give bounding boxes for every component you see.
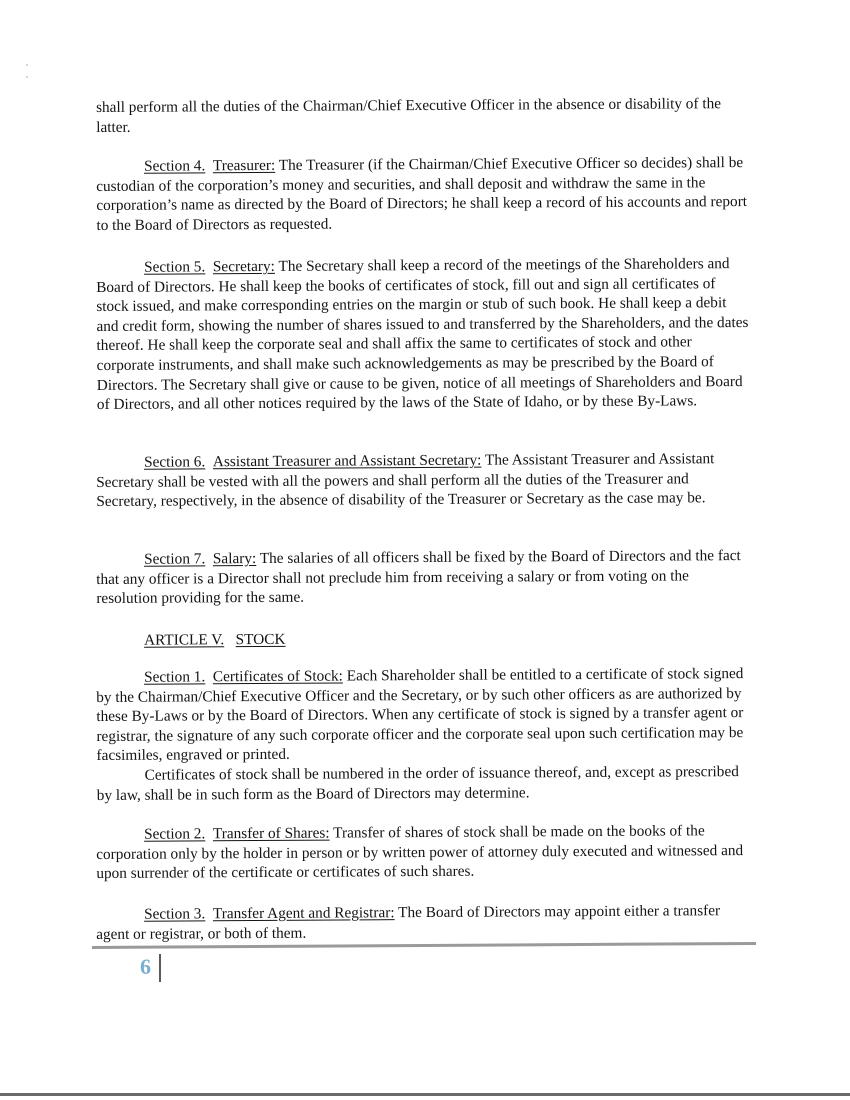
section-text: The Treasurer (if the Chairman/Chief Executive Officer so decides) shall be custodian of the corporation’s money and securities, and shall deposit and withdraw the same in the corporation’s name as directed by the Board of Directors; he shall keep a record of his accounts and report to the Board of Directors as requested. (96, 154, 748, 234)
scan-edge-line (0, 1093, 850, 1096)
article-5-section-1 (96, 664, 752, 805)
section-text: The Board of Directors may appoint either a transfer agent or registrar, or both of them. (96, 902, 721, 943)
article-5-section-3 (96, 901, 751, 944)
article-title: STOCK (235, 630, 286, 649)
section-text: The Assistant Treasurer and Assistant Secretary shall be vested with all the powers and shall perform all the duties of the Treasurer and Secretary, respectively, in the absence of disability of the Treasurer or Secretary as the case may be. (96, 450, 715, 511)
section-title: Certificates of Stock: (212, 667, 343, 686)
article-5-section-2 (96, 821, 751, 884)
article-number: ARTICLE V. (144, 631, 225, 649)
section-5-secretary (96, 254, 752, 415)
page-number-divider (159, 954, 161, 982)
page-number: 6 (140, 954, 151, 979)
section-text: Each Shareholder shall be entitled to a certificate of stock signed by the Chairman/Chief Executive Officer and the Secretary, or by such other officers as are authorized by these By-Laws or by the Board of Directors. When any certificate of stock is signed by a transfer agent or registrar, the signature of any such corporate officer and the corporate seal upon such certification may be facsimiles, engraved or printed. (96, 665, 744, 765)
section-title: Transfer Agent and Registrar: (212, 904, 395, 923)
section-title: Assistant Treasurer and Assistant Secretary: (212, 451, 482, 471)
section-title: Treasurer: (212, 156, 276, 175)
section-number: Section 2. (144, 825, 206, 843)
section-number: Section 7. (144, 550, 206, 568)
article-heading (96, 627, 751, 651)
section-number: Section 6. (144, 453, 206, 471)
section-4-treasurer (96, 153, 751, 235)
scan-speck (26, 76, 28, 78)
section-number: Section 5. (144, 258, 206, 276)
paragraph-continuation (96, 94, 751, 137)
section-number: Section 3. (144, 905, 206, 923)
scan-speck (26, 64, 28, 66)
section-text-continued: Certificates of stock shall be numbered in the order of issuance thereof, and, except as prescribed by law, shall be in such form as the Board of Directors may determine. (96, 763, 739, 804)
section-text: The salaries of all officers shall be fixed by the Board of Directors and the fact that any officer is a Director shall not preclude him from receiving a salary or from voting on the resolution providing for the same. (96, 547, 741, 608)
section-number: Section 4. (144, 157, 206, 175)
paragraph-text: shall perform all the duties of the Chairman/Chief Executive Officer in the absence or disability of the latter. (96, 95, 722, 136)
section-text: The Secretary shall keep a record of the meetings of the Shareholders and Board of Directors. He shall keep the books of certificates of stock, fill out and sign all certificates of stock issued, and make corresponding entries on the margin or stub of such book. He shall keep a debit and credit form, showing the number of shares issued to and transferred by the Shareholders, and the dates thereof. He shall keep the corporate seal and shall affix the same to certificates of stock and other corporate instruments, and shall make such acknowledgements as may be prescribed by the Board of Directors. The Secretary shall give or cause to be given, notice of all meetings of Shareholders and Board of Directors, and all other notices required by the laws of the State of Idaho, or by these By-Laws. (96, 255, 749, 414)
section-text: Transfer of shares of stock shall be made on the books of the corporation only by the holder in person or by written power of attorney duly executed and witnessed and upon surrender of the certificate or certificates of such shares. (96, 822, 744, 883)
section-number: Section 1. (144, 668, 206, 686)
section-7-salary (96, 546, 751, 609)
section-title: Secretary: (212, 257, 275, 276)
section-title: Salary: (212, 550, 257, 568)
section-6-assistant (96, 449, 751, 512)
section-title: Transfer of Shares: (212, 824, 330, 843)
